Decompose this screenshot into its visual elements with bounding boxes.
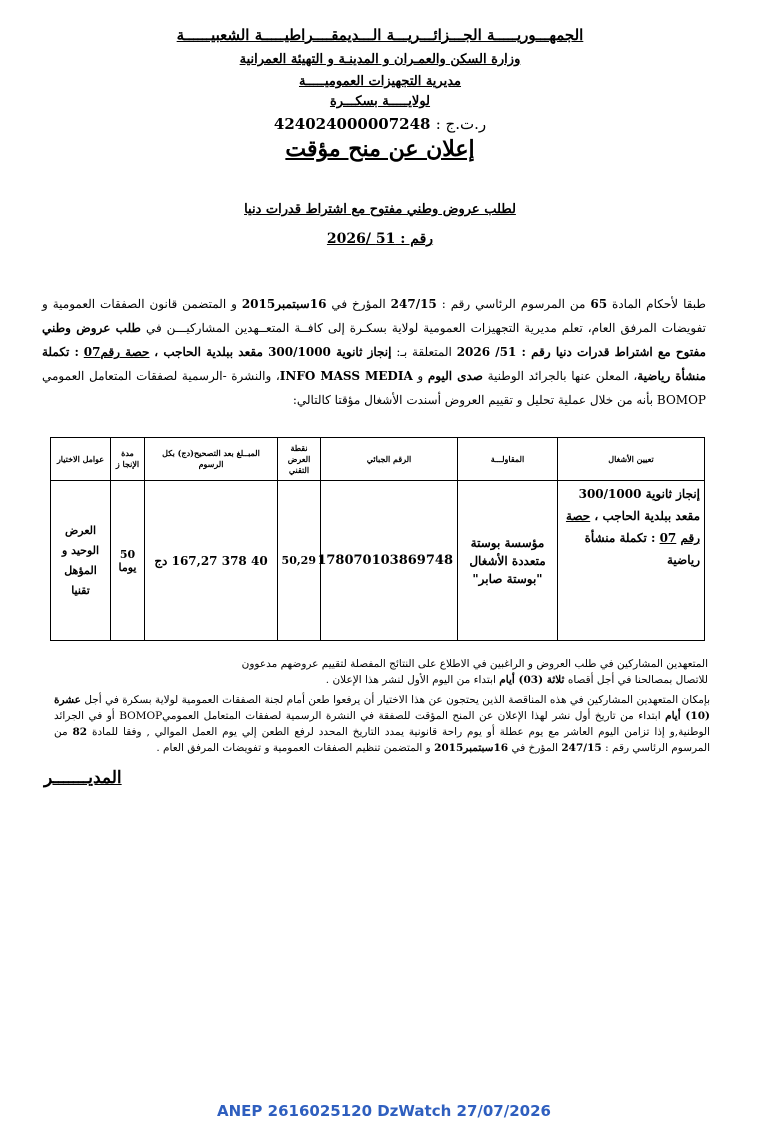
nif-line <box>140 115 620 133</box>
header-duration: مدة الإنجا ز <box>111 438 145 481</box>
footer-reference: ANEP 2616025120 DzWatch 27/07/2026 <box>217 1102 551 1120</box>
header-factors: عوامل الاختيار <box>51 438 111 481</box>
cell-tax-number: 178070103869748 <box>321 481 458 641</box>
tender-number: رقم : 51 /2026 <box>326 231 434 247</box>
cell-works: إنجاز ثانوية 300/1000 مقعد ببلدية الحاجب ، حصة رقم 07 : تكملة منشأة رياضية <box>558 481 705 641</box>
header-works: تعيين الأشغال <box>558 438 705 481</box>
republic-heading: الجمهـــوريـــــة الجـــزائـــريـــة الـــديمقــــراطيـــــة الشعبيــــــة <box>176 26 584 44</box>
intro-paragraph: طبقا لأحكام المادة 65 من المرسوم الرئاسي رقم : 247/15 المؤرخ في 16سبتمبر2015 و المتضمن قانون الصفقات العمومية و تفويضات المرفق العام، تعلم مديرية التجهيزات العمومية لولاية بسكـرة إلى كافــة المتعــهدين المشاركيـــن في طلب عروض وطني مفتوح مع اشتراط قدرات دنيا رقم : 51/ 2026 المتعلقة بـ: إنجاز ثانوية 300/1000 مقعد ببلدية الحاجب ، حصة رقم07 : تكملة منشأة رياضية، المعلن عنها بالجرائد الوطنية صدى اليوم و INFO MASS MEDIA، والنشرة -الرسمية لصفقات المتعامل العمومي BOMOP بأنه من خلال عملية تحليل و تقييم العروض أسندت الأشغال مؤقتا كالتالي: <box>42 297 706 407</box>
cell-factors: العرض الوحيد و المؤهل تقنيا <box>51 481 111 641</box>
directorate-heading: مديرية التجهيزات العموميـــــة <box>298 74 462 89</box>
nif-value: 424024000007248 <box>273 115 431 133</box>
header-tax-number: الرقم الجبائي <box>321 438 458 481</box>
announcement-title: إعلان عن منح مؤقت <box>285 136 475 162</box>
table-header-row <box>51 438 705 481</box>
cell-amount: 40 378 167,27 دج <box>145 481 278 641</box>
award-table <box>50 437 705 641</box>
appeal-notice: بإمكان المتعهدين المشاركين في هذه المناقصة الذين يحتجون عن هذا الاختيار أن يرفعوا طعن أمام لجنة الصفقات العمومية لولاية بسكرة في أجل عشرة (10) أيام ابتداء من تاريخ أول نشر لهذا الإعلان عن المنح المؤقت للصفقة في النشرة الرسمية لصفقات المتعامل العموميBOMOP أو في الجرائد الوطنية,و إذا تزامن اليوم العاشر مع يوم عطلة أو يوم راحة قانونية يمدد التاريخ المحدد لرفع الطعن إلي يوم العمل الموالي , وفقا للمادة 82 من المرسوم الرئاسي رقم : 247/15 المؤرخ في 16سبتمبر2015 و المتضمن تنظيم الصفقات العمومية و تفويضات المرفق العام . <box>54 694 710 754</box>
ministry-heading: وزارة السكن والعمـران و المدينـة و التهيئة العمرانية <box>239 52 521 67</box>
nif-label: ر.ت.ج : <box>435 115 487 133</box>
header-amount: المبــلغ بعد التصحيح(دج) بكل الرسوم <box>145 438 278 481</box>
wilaya-heading: لولايـــــة بسكـــرة <box>329 94 431 109</box>
header-score: نقطة العرض التقني <box>278 438 321 481</box>
results-notice: المتعهدين المشاركين في طلب العروض و الراغبين في الاطلاع على النتائج المفصلة لتقييم عروضهم مدعوون للاتصال بمصالحنا في أجل أقصاه ثلاثة (03) أيام ابتداء من اليوم الأول لنشر هذا الإعلان . <box>241 658 708 686</box>
director-signature: المديـــــــر <box>44 768 122 788</box>
cell-duration: 50 يوما <box>111 481 145 641</box>
cell-score: 50,29 <box>278 481 321 641</box>
table-row <box>51 481 705 641</box>
cell-contractor: مؤسسة بوستة متعددة الأشغال "بوستة صابر" <box>458 481 558 641</box>
header-contractor: المقاولـــة <box>458 438 558 481</box>
tender-type: لطلب عروض وطني مفتوح مع اشتراط قدرات دنيا <box>244 202 516 217</box>
